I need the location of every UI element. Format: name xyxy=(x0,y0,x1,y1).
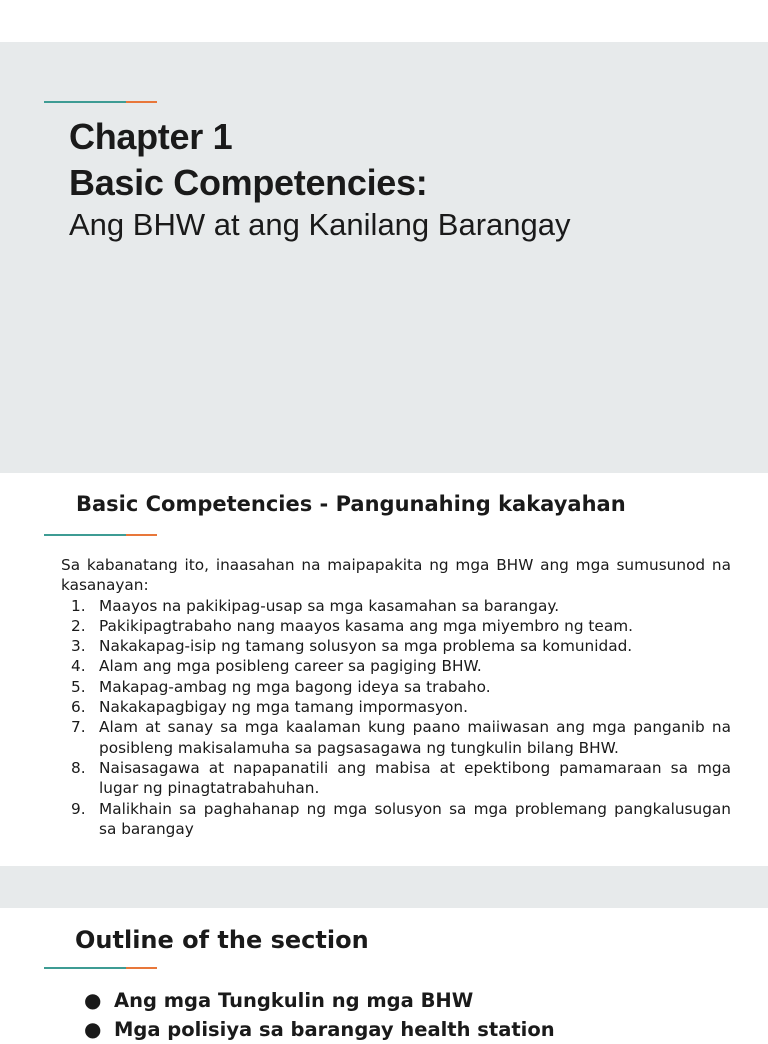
list-item-number: 8. xyxy=(71,758,86,777)
title-slide xyxy=(0,42,768,473)
outline-title: Outline of the section xyxy=(75,926,369,954)
outline-item xyxy=(84,986,555,1015)
list-item-text: Naisasagawa at napapanatili ang mabisa at epektibong pamamaraan sa mga lugar ng pinagtatrabahuhan. xyxy=(99,758,731,798)
competencies-intro: Sa kabanatang ito, inaasahan na maipapakita ng mga BHW ang mga sumusunod na kasanayan: xyxy=(61,556,731,595)
list-item-number: 2. xyxy=(71,616,86,635)
list-item xyxy=(61,677,731,697)
list-item xyxy=(61,799,731,840)
outline-item xyxy=(84,1015,555,1044)
list-item-number: 9. xyxy=(71,799,86,818)
list-item-number: 7. xyxy=(71,718,86,737)
list-item xyxy=(61,616,731,636)
chapter-title xyxy=(69,114,427,206)
list-item xyxy=(61,656,731,676)
list-item-number: 5. xyxy=(71,677,86,696)
competencies-body xyxy=(61,555,731,839)
list-item xyxy=(61,717,731,758)
list-item-text: Makapag-ambag ng mga bagong ideya sa trabaho. xyxy=(99,677,491,696)
list-item-text: Alam at sanay sa mga kaalaman kung paano maiiwasan ang mga panganib na posibleng makisalamuha sa pagsasagawa ng tungkulin bilang BHW. xyxy=(99,718,731,757)
outline-list xyxy=(84,986,555,1044)
bullet-icon: ● xyxy=(84,1017,102,1041)
competencies-list xyxy=(61,596,731,840)
competencies-slide xyxy=(0,473,768,866)
bullet-icon: ● xyxy=(84,988,102,1012)
accent-line xyxy=(44,101,157,103)
outline-slide xyxy=(0,908,768,1041)
outline-item-text: Ang mga Tungkulin ng mga BHW xyxy=(114,989,474,1012)
outline-item-text: Mga polisiya sa barangay health station xyxy=(114,1018,555,1041)
list-item-text: Malikhain sa paghahanap ng mga solusyon sa mga problemang pangkalusugan sa barangay xyxy=(99,799,731,838)
competencies-title: Basic Competencies - Pangunahing kakayahan xyxy=(76,492,626,516)
accent-line xyxy=(44,967,157,969)
list-item-text: Nakakapagbigay ng mga tamang impormasyon. xyxy=(99,698,468,717)
list-item xyxy=(61,697,731,717)
list-item-text: Alam ang mga posibleng career sa pagiging BHW. xyxy=(99,657,482,676)
list-item xyxy=(61,758,731,799)
list-item-number: 4. xyxy=(71,657,86,676)
chapter-title-line1: Chapter 1 xyxy=(69,116,233,157)
list-item-text: Maayos na pakikipag-usap sa mga kasamahan sa barangay. xyxy=(99,596,560,615)
list-item-text: Nakakapag-isip ng tamang solusyon sa mga problema sa komunidad. xyxy=(99,637,633,656)
list-item-number: 6. xyxy=(71,698,86,717)
list-item-number: 1. xyxy=(71,596,86,615)
list-item xyxy=(61,636,731,656)
list-item xyxy=(61,596,731,616)
list-item-text: Pakikipagtrabaho nang maayos kasama ang mga miyembro ng team. xyxy=(99,616,633,635)
chapter-subtitle: Ang BHW at ang Kanilang Barangay xyxy=(69,207,571,242)
accent-line xyxy=(44,534,157,536)
chapter-title-line2: Basic Competencies: xyxy=(69,162,428,203)
list-item-number: 3. xyxy=(71,637,86,656)
slide-separator xyxy=(0,866,768,908)
